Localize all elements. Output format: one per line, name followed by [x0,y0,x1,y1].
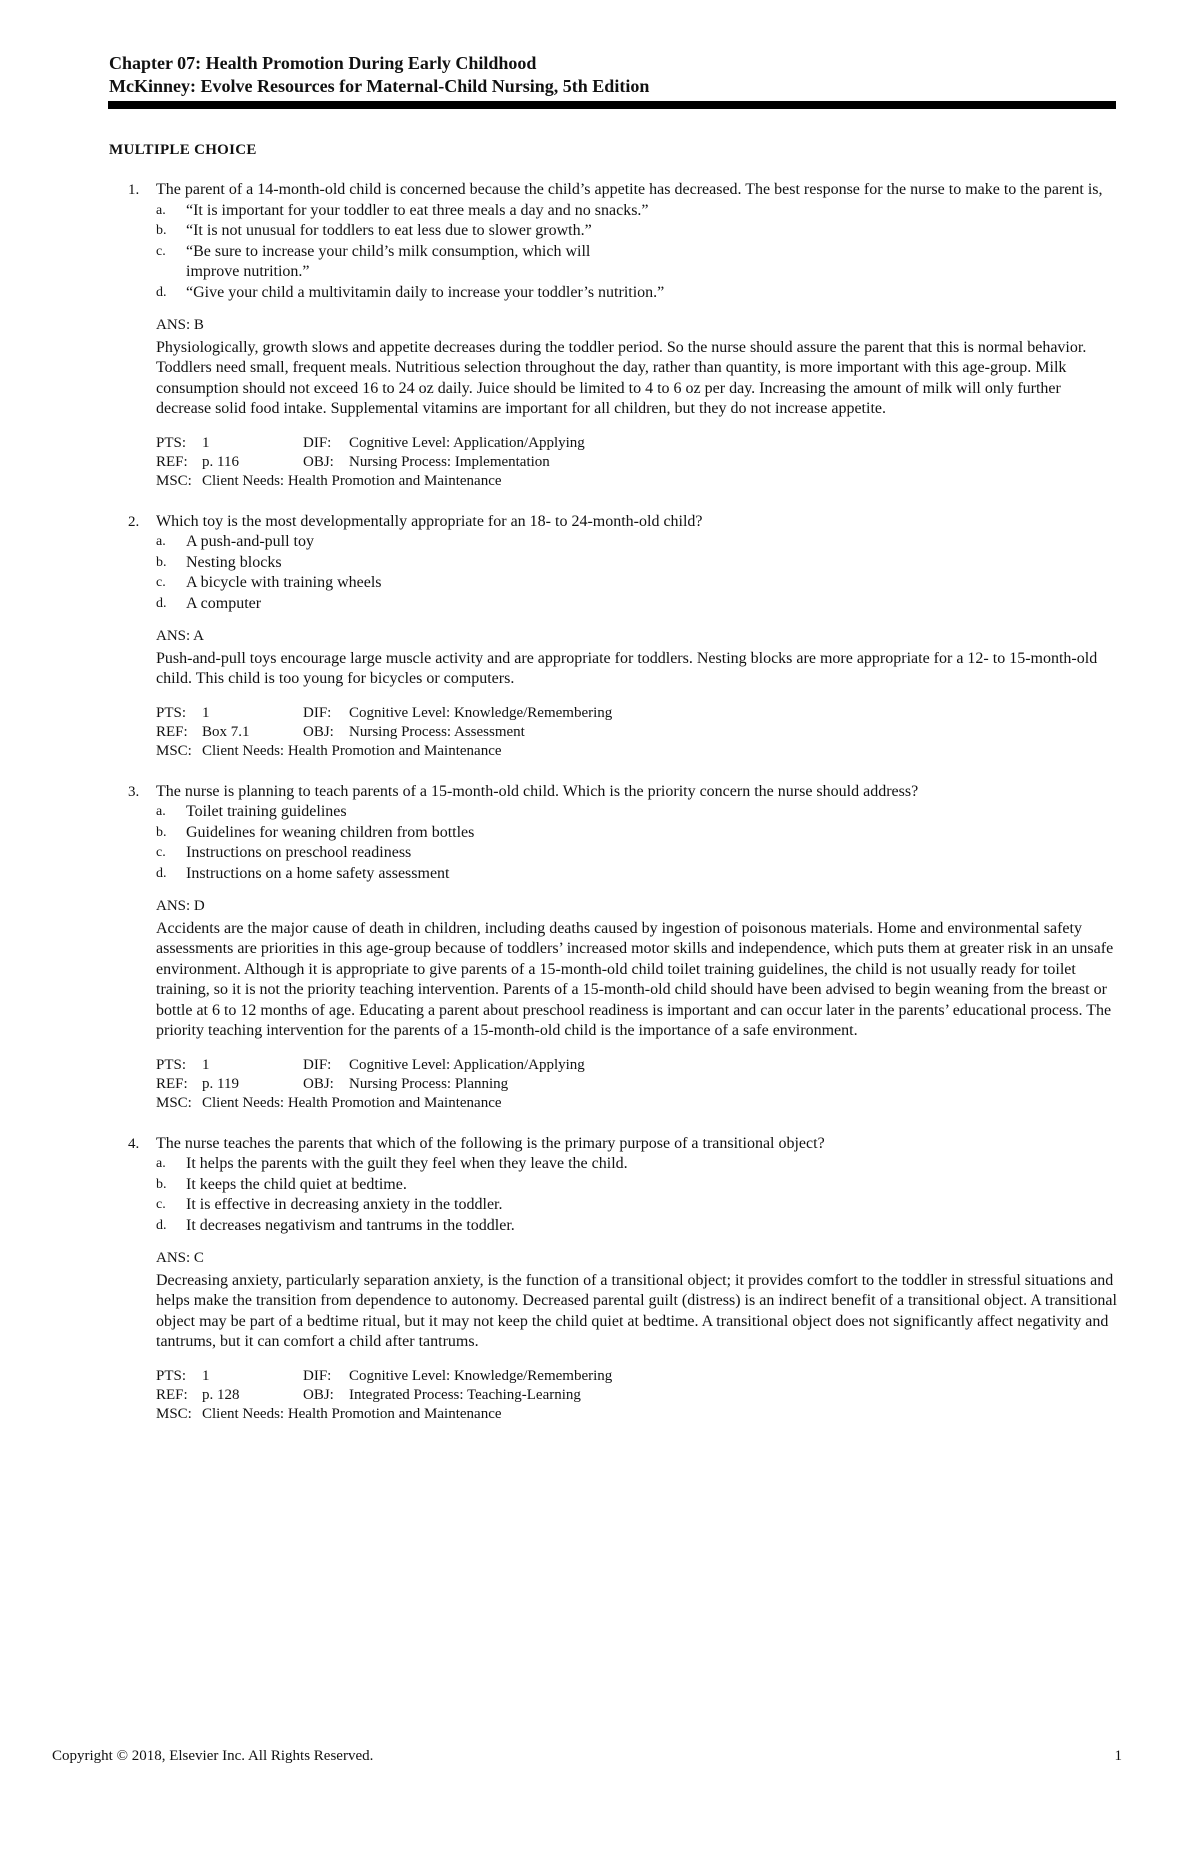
option-letter: b. [156,1176,167,1192]
ref-label: REF: [156,723,188,740]
pts-label: PTS: [156,1056,187,1073]
option-text: It keeps the child quiet at bedtime. [186,1175,407,1193]
option-item [156,1154,1118,1175]
rationale: Accidents are the major cause of death in children, including deaths caused by ingestion of poisonous materials. Home and environmental safety assessments are priorities in this age-group because of toddlers’ increased motor skills and independence, which puts them at greater risk in an unsafe environment. Although it is appropriate to give parents of a 15-month-old child toilet training guidelines, the child is not usually ready for toilet training, so it is not the priority teaching intervention. Parents of a 15-month-old child should have been advised to begin weaning from the breast or bottle at 6 to 12 months of age. Educating a parent about preschool readiness is important and can occur later in the parents’ educational process. The priority teaching intervention for the parents of a 15-month-old child is the importance of a safe environment. [156,919,1114,1039]
option-list [156,1154,1118,1236]
option-item [156,283,1118,304]
answer-block [156,1248,1118,1353]
option-item [156,1216,1118,1237]
question-number: 3. [128,783,140,800]
answer-key: ANS: D [156,898,205,914]
option-item [156,1175,1118,1196]
ref-label: REF: [156,1075,188,1092]
ref-label: REF: [156,1386,188,1403]
pts-label: PTS: [156,704,187,721]
answer-key: ANS: A [156,628,204,644]
option-item [156,573,1118,594]
answer-key: ANS: B [156,317,204,333]
dif-value: Cognitive Level: Knowledge/Remembering [349,1367,613,1384]
question-metadata [156,1056,1118,1113]
option-text: Instructions on a home safety assessment [186,864,450,882]
option-letter: b. [156,554,167,570]
question-stem: The nurse is planning to teach parents of a 15-month-old child. Which is the priority concern the nurse should address? [156,782,919,800]
obj-label: OBJ: [303,453,334,470]
option-item [156,553,1118,574]
option-letter: d. [156,595,167,611]
option-list [156,532,1118,614]
option-text: Nesting blocks [186,553,282,571]
answer-block [156,315,1118,420]
pts-label: PTS: [156,434,187,451]
option-letter: d. [156,1217,167,1233]
pts-label: PTS: [156,1367,187,1384]
question-metadata [156,434,1118,491]
msc-label: MSC: [156,742,192,759]
book-title: McKinney: Evolve Resources for Maternal-Child Nursing, 5th Edition [109,76,650,96]
page-number: 1 [1114,1748,1122,1764]
question-1 [128,180,1118,491]
question-list [128,180,1118,1445]
option-letter: b. [156,824,167,840]
ref-value: p. 128 [202,1386,240,1403]
option-letter: d. [156,284,167,300]
msc-label: MSC: [156,1094,192,1111]
document-header [109,52,1115,98]
option-letter: c. [156,1197,166,1212]
question-stem: Which toy is the most developmentally appropriate for an 18- to 24-month-old child? [156,512,703,530]
question-number: 2. [128,513,140,530]
obj-label: OBJ: [303,723,334,740]
dif-label: DIF: [303,434,332,451]
ref-value: p. 119 [202,1075,239,1092]
question-metadata [156,1367,1118,1424]
obj-value: Nursing Process: Assessment [349,723,525,740]
question-number: 4. [128,1135,140,1152]
option-text: “It is not unusual for toddlers to eat less due to slower growth.” [186,222,592,239]
option-text: Guidelines for weaning children from bottles [186,823,475,841]
ref-value: Box 7.1 [202,723,250,740]
option-item [156,802,1118,823]
rationale: Push-and-pull toys encourage large muscle activity and are appropriate for toddlers. Nesting blocks are more appropriate for a 12- to 15-month-old child. This child is too young for bicycles or computers. [156,649,1098,687]
option-item [156,594,1118,615]
obj-value: Nursing Process: Implementation [349,453,550,470]
question-3 [128,782,1118,1113]
pts-value: 1 [202,704,210,721]
msc-value: Client Needs: Health Promotion and Maintenance [202,472,502,489]
dif-label: DIF: [303,704,332,721]
copyright-text: Copyright © 2018, Elsevier Inc. All Rights Reserved. [52,1748,374,1764]
ref-value: p. 116 [202,453,239,470]
option-text: It helps the parents with the guilt they feel when they leave the child. [186,1155,628,1172]
question-2 [128,512,1118,761]
msc-value: Client Needs: Health Promotion and Maintenance [202,1094,502,1111]
option-letter: a. [156,534,166,549]
option-item [156,843,1118,864]
option-list [156,201,1118,304]
option-letter: a. [156,804,166,819]
dif-label: DIF: [303,1056,332,1073]
question-metadata [156,704,1118,761]
option-letter: a. [156,202,166,218]
option-letter: d. [156,865,167,881]
option-item [156,221,1118,242]
option-list [156,802,1118,884]
rationale: Decreasing anxiety, particularly separation anxiety, is the function of a transitional object; it provides comfort to the toddler in stressful situations and helps make the transition from dependence to autonomy. Decreased parental guilt (distress) is an indirect benefit of a transitional object. A transitional object may be part of a bedtime ritual, but it may not keep the child quiet at bedtime. A transitional object does not significantly affect negativity and tantrums, but it can comfort a child after tantrums. [156,1271,1117,1350]
option-item [156,242,1118,283]
option-text: A computer [186,594,262,612]
obj-value: Integrated Process: Teaching-Learning [349,1386,581,1403]
msc-label: MSC: [156,1405,192,1422]
question-number: 1. [128,182,140,198]
question-stem: The nurse teaches the parents that which of the following is the primary purpose of a transitional object? [156,1134,825,1152]
option-letter: c. [156,575,166,590]
option-text: A push-and-pull toy [186,533,314,550]
section-title: MULTIPLE CHOICE [109,142,257,158]
option-letter: c. [156,845,166,860]
ref-label: REF: [156,453,188,470]
msc-label: MSC: [156,472,192,489]
msc-value: Client Needs: Health Promotion and Maintenance [202,742,502,759]
option-item [156,201,1118,222]
question-4 [128,1134,1118,1424]
obj-label: OBJ: [303,1386,334,1403]
option-letter: c. [156,243,166,259]
option-text: A bicycle with training wheels [186,574,382,591]
header-rule [108,101,1116,109]
option-text: “It is important for your toddler to eat three meals a day and no snacks.” [186,201,649,219]
answer-block [156,896,1118,1042]
question-stem: The parent of a 14-month-old child is concerned because the child’s appetite has decreased. The best response for the nurse to make to the parent is, [156,181,1103,198]
option-letter: a. [156,1156,166,1171]
option-item [156,823,1118,844]
dif-label: DIF: [303,1367,332,1384]
obj-value: Nursing Process: Planning [349,1075,509,1092]
dif-value: Cognitive Level: Knowledge/Remembering [349,704,613,721]
dif-value: Cognitive Level: Application/Applying [349,434,585,451]
option-letter: b. [156,223,167,238]
rationale: Physiologically, growth slows and appetite decreases during the toddler period. So the nurse should assure the parent that this is normal behavior. Toddlers need small, frequent meals. Nutritious selection throughout the day, rather than quantity, is more important with this age-group. Milk consumption should not exceed 16 to 24 oz daily. Juice should be limited to 4 to 6 oz per day. Increasing the amount of milk will only further decrease solid food intake. Supplemental vitamins are important for all children, but they do not increase appetite. [156,338,1087,417]
option-text: Toilet training guidelines [186,803,347,820]
option-item [156,532,1118,553]
option-item [156,864,1118,885]
option-text: “Give your child a multivitamin daily to increase your toddler’s nutrition.” [186,283,665,301]
option-text: It is effective in decreasing anxiety in the toddler. [186,1196,503,1213]
obj-label: OBJ: [303,1075,334,1092]
pts-value: 1 [202,1367,210,1384]
pts-value: 1 [202,434,210,451]
msc-value: Client Needs: Health Promotion and Maintenance [202,1405,502,1422]
option-text: Instructions on preschool readiness [186,844,412,861]
option-item [156,1195,1118,1216]
pts-value: 1 [202,1056,210,1073]
dif-value: Cognitive Level: Application/Applying [349,1056,585,1073]
chapter-title: Chapter 07: Health Promotion During Early Childhood [109,53,537,73]
option-text: It decreases negativism and tantrums in the toddler. [186,1216,515,1234]
option-text: “Be sure to increase your child’s milk consumption, which will improve nutrition.” [186,242,591,280]
answer-key: ANS: C [156,1250,204,1266]
page-footer [52,1748,1122,1765]
answer-block [156,626,1118,690]
